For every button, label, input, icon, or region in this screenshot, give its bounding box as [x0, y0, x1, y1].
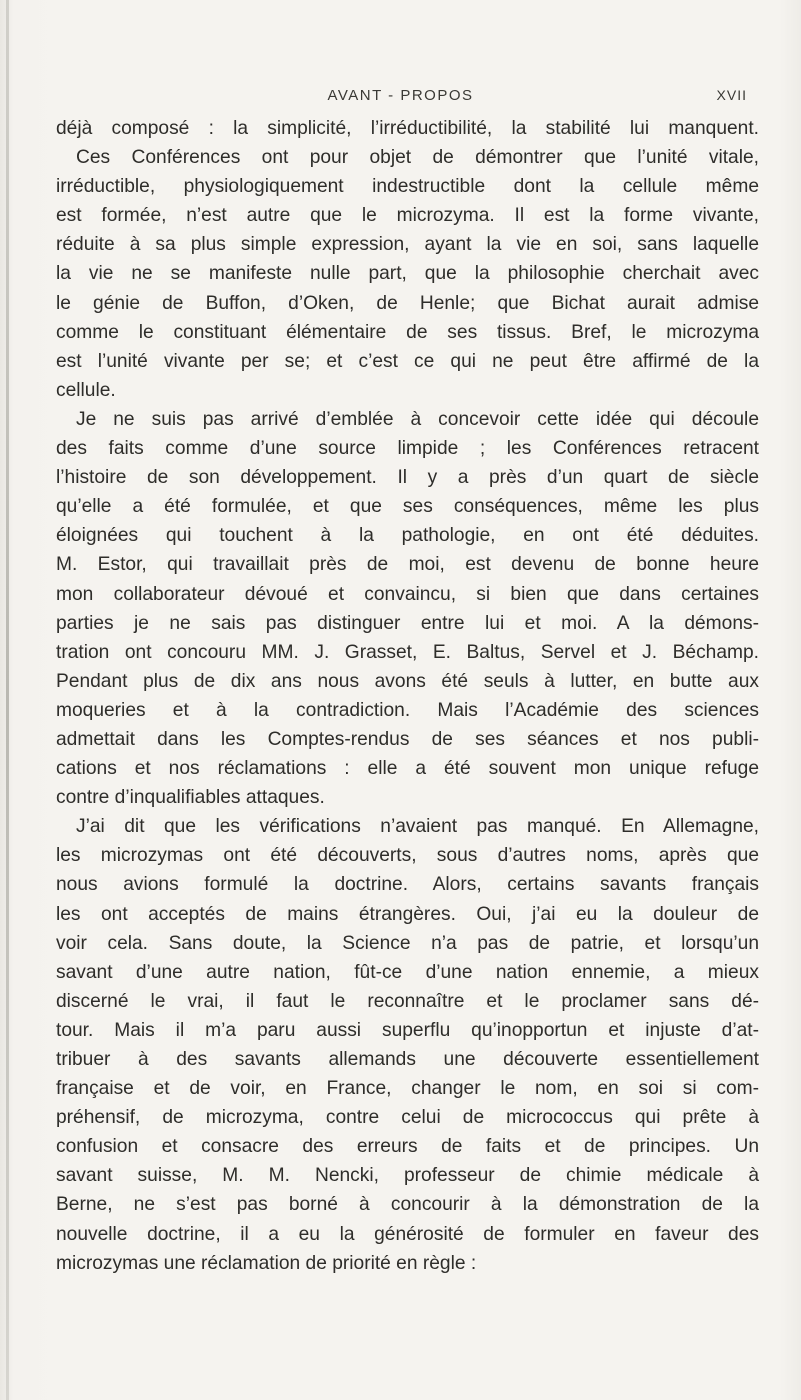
text-line: nouvelle doctrine, il a eu la générosité de formuler en faveur des [56, 1223, 759, 1245]
text-line: J’ai dit que les vérifications n’avaient pas manqué. En Allemagne, [76, 816, 759, 838]
text-line: confusion et consacre des erreurs de faits et de principes. Un [56, 1136, 759, 1158]
text-line: cellule. [56, 379, 116, 401]
text-line: française et de voir, en France, changer le nom, en soi si com- [56, 1078, 759, 1100]
text-line: tour. Mais il m’a paru aussi superflu qu’inopportun et injuste d’at- [56, 1019, 759, 1041]
text-line: savant d’une autre nation, fût-ce d’une nation ennemie, a mieux [56, 961, 759, 983]
text-line: éloignées qui touchent à la pathologie, en ont été déduites. [56, 525, 759, 547]
text-line: Pendant plus de dix ans nous avons été seuls à lutter, en butte aux [56, 670, 759, 692]
text-line: savant suisse, M. M. Nencki, professeur de chimie médicale à [56, 1165, 759, 1187]
text-line: les microzymas ont été découverts, sous d’autres noms, après que [56, 845, 759, 867]
text-line: Berne, ne s’est pas borné à concourir à la démonstration de la [56, 1194, 759, 1216]
text-line: voir cela. Sans doute, la Science n’a pas de patrie, et lorsqu’un [56, 932, 759, 954]
text-line: le génie de Buffon, d’Oken, de Henle; que Bichat aurait admise [56, 292, 759, 314]
text-line: la vie ne se manifeste nulle part, que la philosophie cherchait avec [56, 263, 759, 285]
text-line: comme le constituant élémentaire de ses tissus. Bref, le microzyma [56, 321, 759, 343]
text-line: cations et nos réclamations : elle a été souvent mon unique refuge [56, 758, 759, 780]
body-text [56, 114, 759, 1278]
running-head: AVANT - PROPOS [327, 87, 474, 104]
text-line: est l’unité vivante per se; et c’est ce qui ne peut être affirmé de la [56, 350, 759, 372]
text-line: admettait dans les Comptes-rendus de ses séances et nos publi- [56, 728, 759, 750]
text-line: mon collaborateur dévoué et convaincu, si bien que dans certaines [56, 583, 759, 605]
text-line: contre d’inqualifiables attaques. [56, 787, 325, 809]
text-line: préhensif, de microzyma, contre celui de micrococcus qui prête à [56, 1107, 759, 1129]
text-line: qu’elle a été formulée, et que ses conséquences, même les plus [56, 496, 759, 518]
text-line: l’histoire de son développement. Il y a près d’un quart de siècle [56, 467, 759, 489]
text-line: les ont acceptés de mains étrangères. Oui, j’ai eu la douleur de [56, 903, 759, 925]
text-line: moqueries et à la contradiction. Mais l’Académie des sciences [56, 699, 759, 721]
text-line: irréductible, physiologiquement indestructible dont la cellule même [56, 176, 759, 198]
text-line: tration ont concouru MM. J. Grasset, E. Baltus, Servel et J. Béchamp. [56, 641, 759, 663]
text-line: Je ne suis pas arrivé d’emblée à concevoir cette idée qui découle [76, 408, 759, 430]
text-line: est formée, n’est autre que le microzyma. Il est la forme vivante, [56, 205, 759, 227]
text-line: microzymas une réclamation de priorité en règle : [56, 1252, 477, 1274]
text-line: M. Estor, qui travaillait près de moi, est devenu de bonne heure [56, 554, 759, 576]
text-line: déjà composé : la simplicité, l’irréductibilité, la stabilité lui manquent. [56, 118, 759, 139]
text-line: des faits comme d’une source limpide ; les Conférences retracent [56, 438, 759, 460]
text-line: Ces Conférences ont pour objet de démontrer que l’unité vitale, [76, 147, 759, 169]
page-number: XVII [716, 87, 747, 103]
text-line: nous avions formulé la doctrine. Alors, certains savants français [56, 874, 759, 896]
page-gutter-shadow [6, 0, 9, 1400]
text-line: réduite à sa plus simple expression, ayant la vie en soi, sans laquelle [56, 234, 759, 256]
text-line: tribuer à des savants allemands une découverte essentiellement [56, 1049, 759, 1070]
text-line: parties je ne sais pas distinguer entre lui et moi. A la démons- [56, 612, 759, 634]
text-line: discerné le vrai, il faut le reconnaître et le proclamer sans dé- [56, 990, 759, 1012]
page-header [0, 87, 801, 113]
